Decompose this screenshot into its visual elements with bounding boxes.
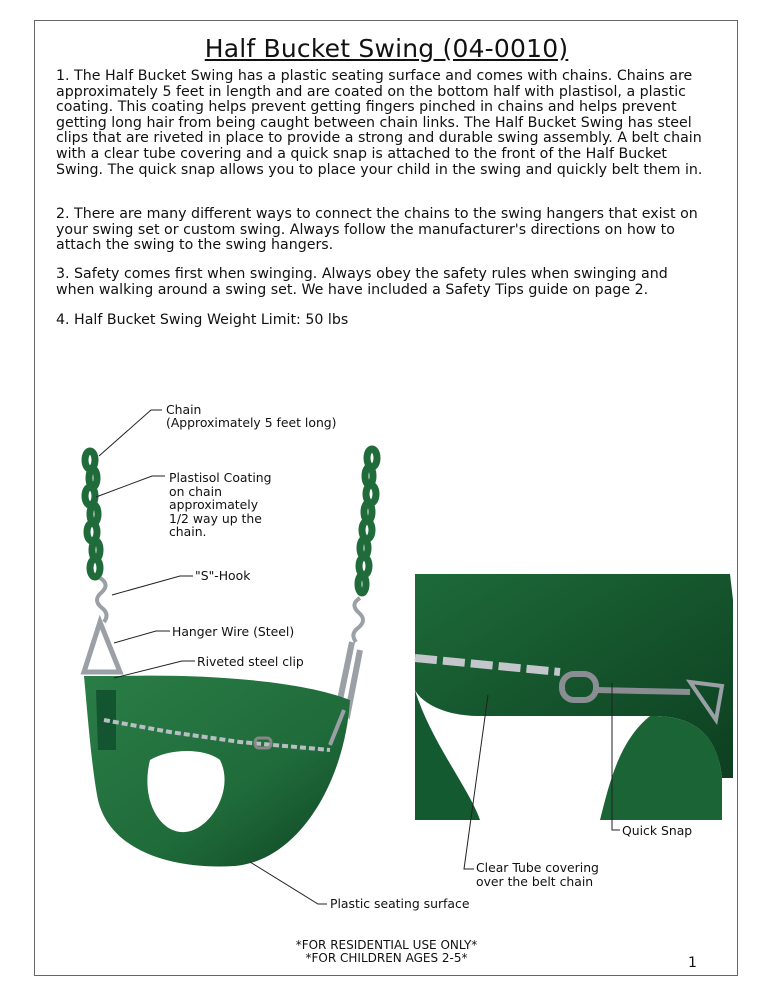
label-chain: Chain xyxy=(166,402,202,417)
footer-notice xyxy=(0,939,773,965)
page-title: Half Bucket Swing (04-0010) xyxy=(204,34,569,63)
footer-residential: *FOR RESIDENTIAL USE ONLY* xyxy=(295,938,478,952)
footer-ages: *FOR CHILDREN AGES 2-5* xyxy=(305,951,468,965)
paragraph-weight-limit: 4. Half Bucket Swing Weight Limit: 50 lbs xyxy=(56,312,349,328)
left-s-hook xyxy=(97,578,107,622)
right-chain xyxy=(358,449,377,593)
paragraph-connection: 2. There are many different ways to connect the chains to the swing hangers that exist on your swing set or custom swing. Always follow the manufacturer's directions on how to attach the swing to the swing hangers. xyxy=(56,206,698,254)
right-s-hook xyxy=(353,598,363,642)
label-hanger-wire: Hanger Wire (Steel) xyxy=(172,624,295,639)
left-hanger-wire xyxy=(84,622,120,672)
label-chain-length: (Approximately 5 feet long) xyxy=(166,415,337,430)
label-plastisol: Plastisol Coating on chain approximately 1/2 way up the chain. xyxy=(169,470,272,540)
label-riveted-clip: Riveted steel clip xyxy=(197,654,304,669)
paragraph-safety: 3. Safety comes first when swinging. Always obey the safety rules when swinging and when walking around a swing set. We have included a Safety Tips guide on page 2. xyxy=(56,266,668,298)
label-quick-snap: Quick Snap xyxy=(622,823,693,838)
label-clear-tube: Clear Tube covering over the belt chain xyxy=(476,860,599,889)
paragraph-description: 1. The Half Bucket Swing has a plastic seating surface and comes with chains. Chains are approximately 5 feet in length and are coated on the bottom half with plastisol, a plastic coating. This coating helps prevent getting fingers pinched in chains and helps prevent getting long hair from being caught between chain links. The Half Bucket Swing has steel clips that are riveted in place to provide a strong and durable swing assembly. A belt chain with a clear tube covering and a quick snap is attached to the front of the Half Bucket Swing. The quick snap allows you to place your child in the swing and quickly belt them in. xyxy=(56,68,703,178)
left-chain xyxy=(85,451,100,577)
seat-main xyxy=(84,676,350,867)
page-number: 1 xyxy=(688,955,697,971)
label-plastic-seat: Plastic seating surface xyxy=(330,896,470,911)
label-s-hook: "S"-Hook xyxy=(195,568,251,583)
seat-inset xyxy=(415,574,733,820)
